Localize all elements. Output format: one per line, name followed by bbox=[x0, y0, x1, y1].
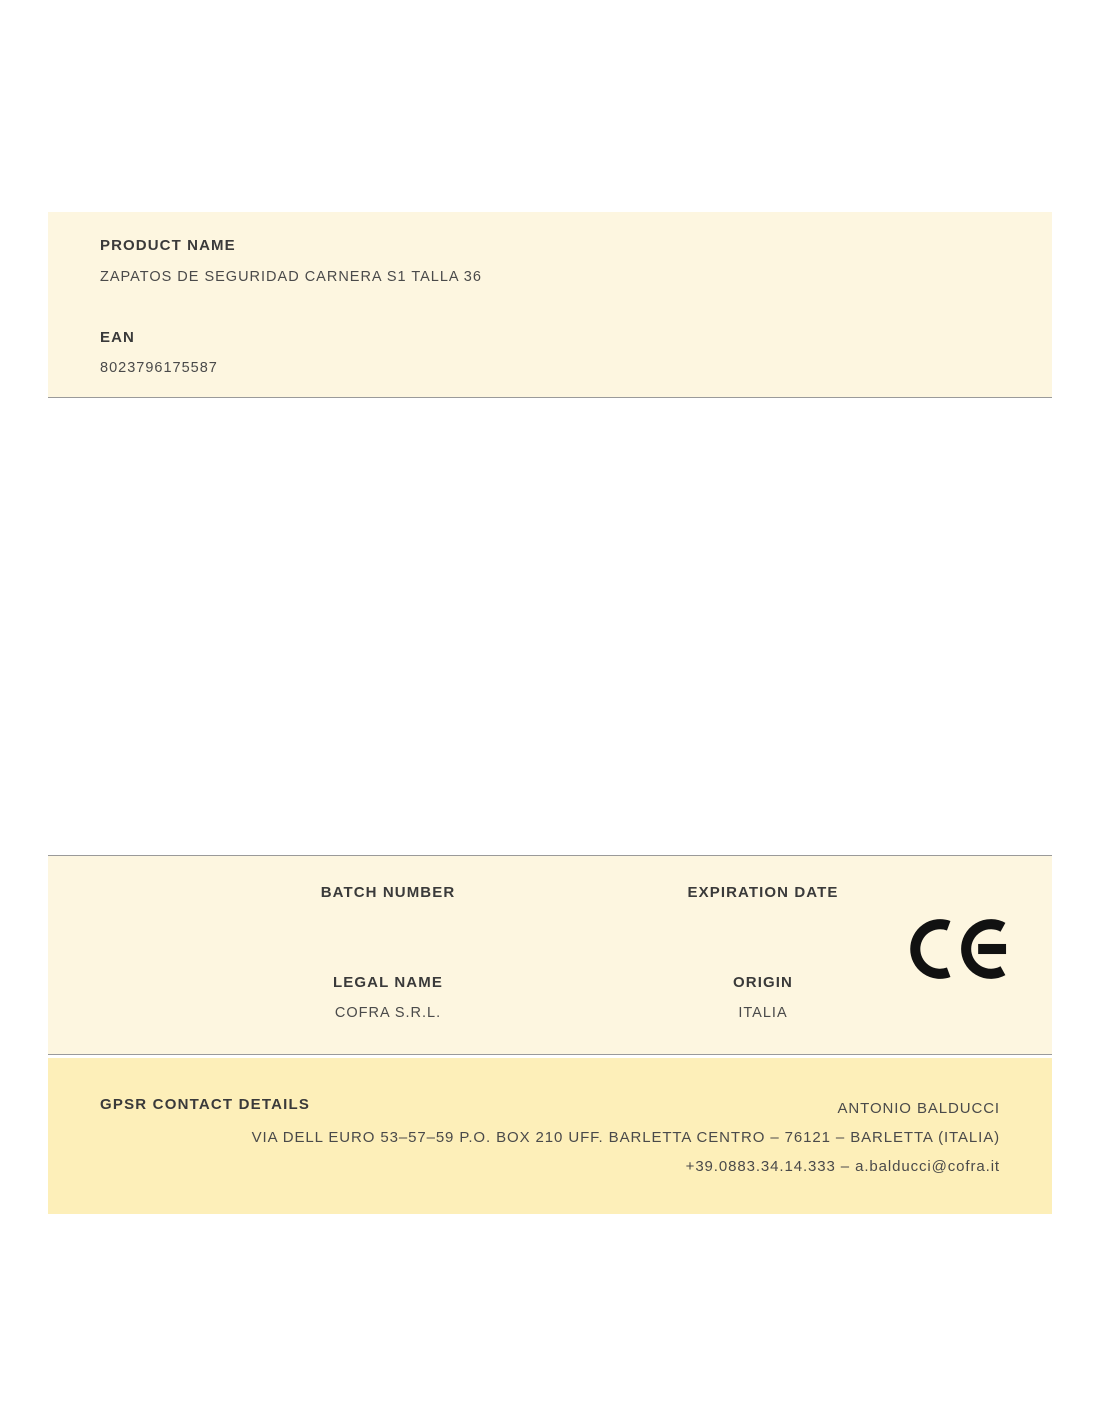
legal-name-value: COFRA S.R.L. bbox=[334, 1005, 442, 1021]
product-name-value: ZAPATOS DE SEGURIDAD CARNERA S1 TALLA 36 bbox=[100, 269, 482, 285]
product-name-label: PRODUCT NAME bbox=[100, 237, 236, 254]
origin-value: ITALIA bbox=[738, 1005, 788, 1021]
gpsr-contact-line: +39.0883.34.14.333 – a.balducci@cofra.it bbox=[685, 1158, 1000, 1175]
product-info-panel bbox=[48, 212, 1052, 398]
ean-label: EAN bbox=[100, 329, 135, 346]
gpsr-details bbox=[252, 1094, 1000, 1181]
batch-number-label: BATCH NUMBER bbox=[320, 884, 456, 901]
legal-name-label: LEGAL NAME bbox=[333, 974, 443, 991]
gpsr-address: VIA DELL EURO 53–57–59 P.O. BOX 210 UFF. BARLETTA CENTRO – 76121 – BARLETTA (ITALIA) bbox=[251, 1129, 1000, 1146]
gpsr-title: GPSR CONTACT DETAILS bbox=[100, 1096, 311, 1113]
gpsr-contact-panel bbox=[48, 1058, 1052, 1214]
ce-mark-icon bbox=[903, 918, 1013, 980]
origin-label: ORIGIN bbox=[733, 974, 793, 991]
batch-legal-panel bbox=[48, 855, 1052, 1055]
ean-value: 8023796175587 bbox=[100, 360, 218, 376]
gpsr-contact-name: ANTONIO BALDUCCI bbox=[837, 1100, 1000, 1117]
expiration-date-label: EXPIRATION DATE bbox=[687, 884, 839, 901]
